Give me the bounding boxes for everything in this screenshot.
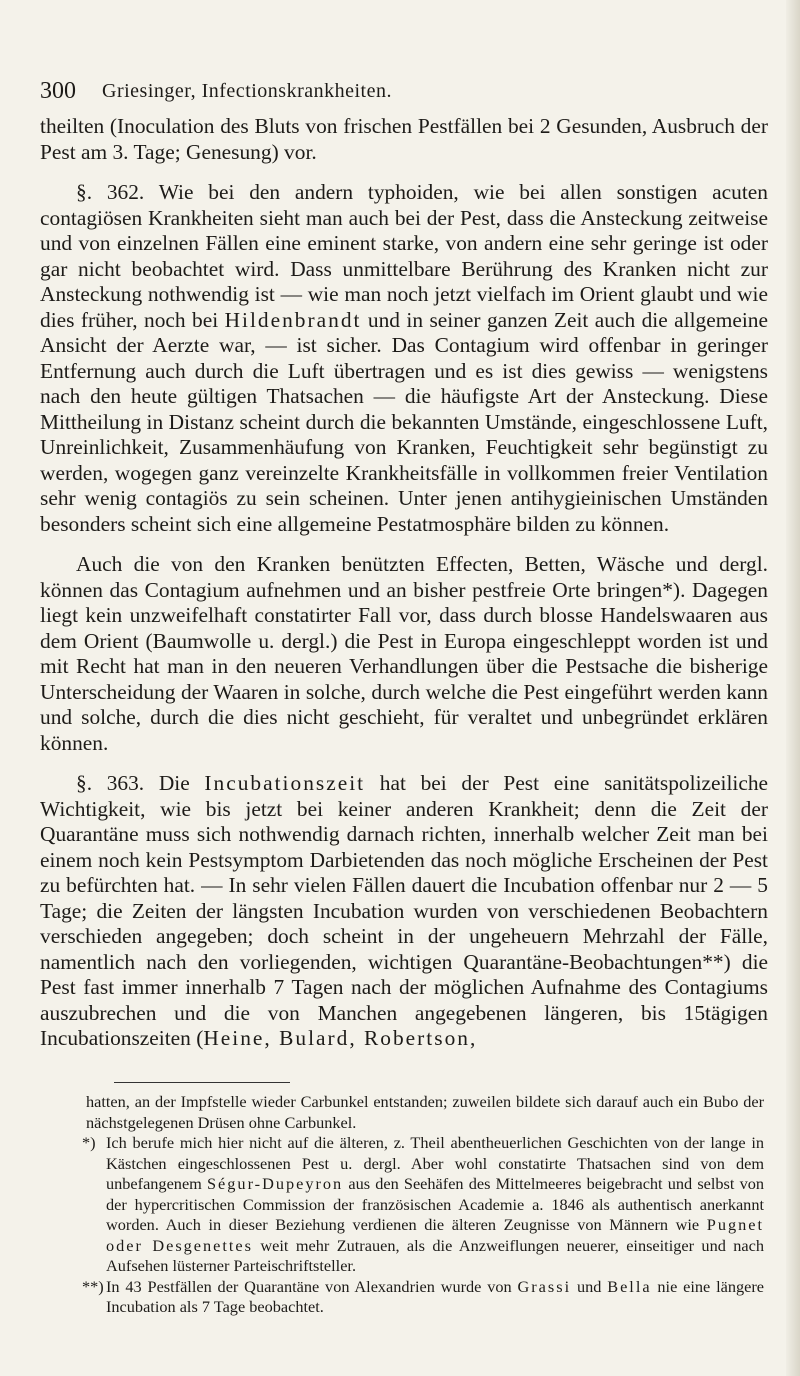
section-363: §. 363. Die Incubationszeit hat bei der Pest eine sanitätspolizeiliche Wichtigkeit, wie bis jetzt bei keiner anderen Krankheit; denn die Zeit der Quarantäne muss sich nothwendig darnach richten, innerhalb welcher Zeit man bei einem noch kein Pestsymptom Darbietenden das noch mögliche Erscheinen der Pest zu befürchten hat. — In sehr vielen Fällen dauert die Incubation offenbar nur 2 — 5 Tage; die Zeiten der längsten Incubation wurden von verschiedenen Beobachtern verschieden angegeben; doch scheint in der ungeheuern Mehrzahl der Fälle, namentlich nach den vorliegenden, wichtigen Quarantäne-Beobachtungen**) die Pest fast immer innerhalb 7 Tagen nach der möglichen Aufnahme des Contagiums auszubrechen und die von Manchen angegebenen längeren, bis 15tägigen Incubationszeiten (Heine, Bulard, Robertson, <box>40 771 769 1050</box>
footnote-ref: *) <box>662 577 681 602</box>
footnote-mark: **) <box>82 1276 104 1296</box>
author-name: Bella <box>607 1276 652 1296</box>
author-name: Hildenbrandt <box>224 307 362 332</box>
main-text <box>40 114 768 1067</box>
section-362: §. 362. Wie bei den andern typhoiden, wie bei allen sonstigen acuten contagiösen Krankheiten sieht man auch bei der Pest, dass die Ansteckung zeitweise und von einzelnen Fällen eine eminent starke, von andern eine sehr geringe ist oder gar nicht beobachtet wird. Dass unmittelbare Berührung des Kranken nicht zur Ansteckung nothwendig ist — wie man noch jetzt vielfach im Orient glaubt und wie dies früher, noch bei Hildenbrandt und in seiner ganzen Zeit auch die allgemeine Ansicht der Aerzte war, — ist sicher. Das Contagium wird offenbar in geringer Entfernung auch durch die Luft übertragen und es ist dies gewiss — wenigstens nach den heute gültigen Thatsachen — die häufigste Art der Ansteckung. Diese Mittheilung in Distanz scheint durch die bekannten Umstände, eingeschlossene Luft, Unreinlichkeit, Zusammenhäufung von Kranken, Feuchtigkeit sehr begünstigt zu werden, wogegen ganz vereinzelte Krankheitsfälle in vollkommen freier Ventilation sehr wenig contagiös zu sein scheinen. Unter jenen antihygieinischen Umständen besonders scheint sich eine allgemeine Pestatmosphäre bilden zu können. <box>40 180 768 536</box>
footnote-divider <box>114 1082 290 1083</box>
author-name: Grassi <box>517 1276 572 1296</box>
footnotes <box>82 1092 765 1318</box>
paragraph-continuation: theilten (Inoculation des Bluts von frischen Pestfällen bei 2 Gesunden, Ausbruch der Pest am 3. Tage; Genesung) vor. <box>40 114 768 164</box>
footnote-mark: *) <box>82 1133 96 1152</box>
term-incubationszeit: Incubationszeit <box>204 771 366 795</box>
author-names: Heine, Bulard, Robertson, <box>203 1026 478 1050</box>
footnote-2: **) In 43 Pestfällen der Quarantäne von Alexandrien wurde von Grassi und Bella nie eine längere Incubation als 7 Tage beobachtet. <box>82 1276 765 1316</box>
author-names: Pugnet oder Desgenettes <box>106 1215 764 1255</box>
paragraph-effecten: Auch die von den Kranken benützten Effecten, Betten, Wäsche und dergl. können das Contagium aufnehmen und an bisher pestfreie Orte bringen*). Dagegen liegt kein unzweifelhaft constatirter Fall vor, dass durch blosse Handelswaaren aus dem Orient (Baumwolle u. dergl.) die Pest in Europa eingeschleppt worden ist und mit Recht hat man in den neueren Verhandlungen über die Pestsache die bisherige Unterscheidung der Waaren in solche, durch welche die Pest eingeführt werden kann und solche, durch die dies nicht geschieht, für veraltet und unbegründet erklären können. <box>40 552 768 755</box>
author-name: Ségur-Dupeyron <box>207 1174 344 1193</box>
footnote-continuation: hatten, an der Impfstelle wieder Carbunkel entstanden; zuweilen bildete sich darauf auch ein Bubo der nächstgelegenen Drüsen ohne Carbunkel. <box>86 1092 764 1132</box>
page-number: 300 <box>40 78 76 104</box>
running-title: Griesinger, Infectionskrankheiten. <box>102 80 392 102</box>
footnote-1: *) Ich berufe mich hier nicht auf die älteren, z. Theil abentheuerlichen Geschichten von der lange in Kästchen eingeschlossenen Pest u. dergl. Aber wohl constatirte Thatsachen sind von dem unbefangenem Ségur-Dupeyron aus den Seehäfen des Mittelmeeres beigebracht und selbst von der hypercritischen Commission der französischen Academie a. 1846 als authentisch anerkannt worden. Auch in dieser Beziehung verdienen die älteren Zeugnisse von Männern wie Pugnet oder Desgenettes weit mehr Zutrauen, als die Anzweiflungen neuerer, einseitiger und nach Aufsehen lüsterner Parteischriftsteller. <box>82 1133 764 1275</box>
page-edge <box>786 0 800 1376</box>
footnote-ref: **) <box>702 949 731 974</box>
